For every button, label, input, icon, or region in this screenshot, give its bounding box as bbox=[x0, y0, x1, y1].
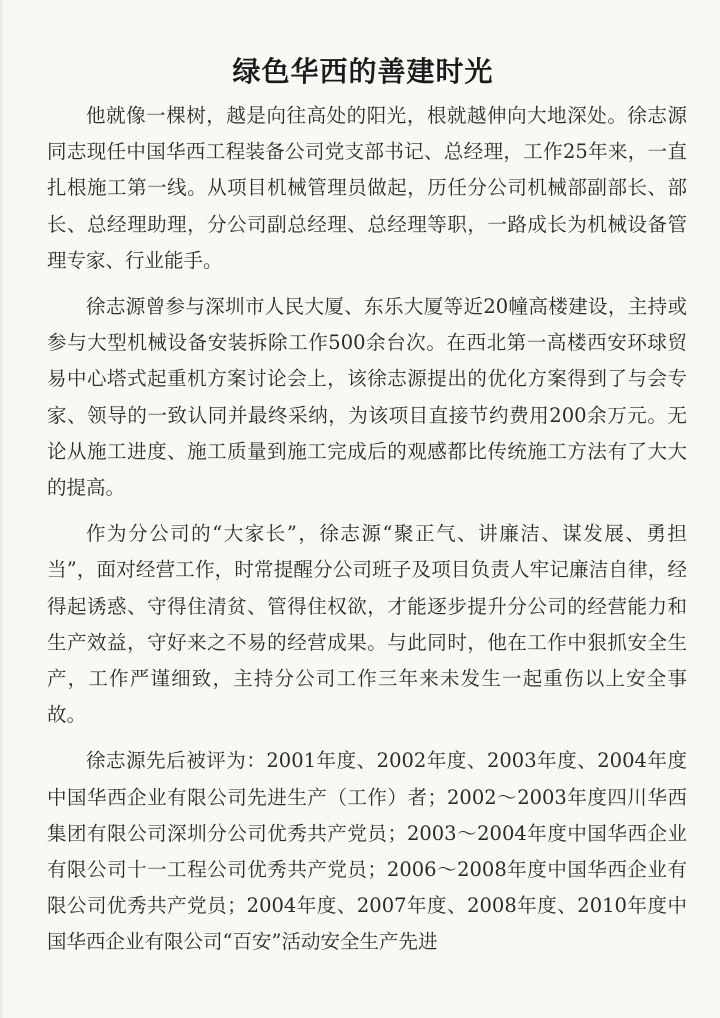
paragraph-3: 作为分公司的“大家长”，徐志源“聚正气、讲廉洁、谋发展、勇担当”，面对经营工作，时常提醒分公司班子及项目负责人牢记廉洁自律，经得起诱惑、守得住清贫、管得住权欲，才能逐步提升分公司的经营能力和生产效益，守好来之不易的经营成果。与此同时，他在工作中狠抓安全生产，工作严谨细致，主持分公司工作三年来未发生一起重伤以上安全事故。 bbox=[47, 522, 687, 727]
paragraph-4: 徐志源先后被评为：2001年度、2002年度、2003年度、2004年度中国华西企业有限公司先进生产（工作）者；2002～2003年度四川华西集团有限公司深圳分公司优秀共产党员；2003～2004年度中国华西企业有限公司十一工程公司优秀共产党员；2006～2008年度中国华西企业有限公司优秀共产党员；2004年度、2007年度、2008年度、2010年度中国华西企业有限公司“百安”活动安全生产先进 bbox=[47, 749, 687, 954]
article-body bbox=[47, 98, 687, 971]
paragraph-2: 徐志源曾参与深圳市人民大厦、东乐大厦等近20幢高楼建设，主持或参与大型机械设备安装拆除工作500余台次。在西北第一高楼西安环球贸易中心塔式起重机方案讨论会上，该徐志源提出的优化方案得到了与会专家、领导的一致认同并最终采纳，为该项目直接节约费用200余万元。无论从施工进度、施工质量到施工完成后的观感都比传统施工方法有了大大的提高。 bbox=[47, 295, 687, 500]
paragraph-1: 他就像一棵树，越是向往高处的阳光，根就越伸向大地深处。徐志源同志现任中国华西工程装备公司党支部书记、总经理，工作25年来，一直扎根施工第一线。从项目机械管理员做起，历任分公司机械部副部长、部长、总经理助理，分公司副总经理、总经理等职，一路成长为机械设备管理专家、行业能手。 bbox=[47, 104, 687, 272]
article-title: 绿色华西的善建时光 bbox=[232, 55, 494, 88]
